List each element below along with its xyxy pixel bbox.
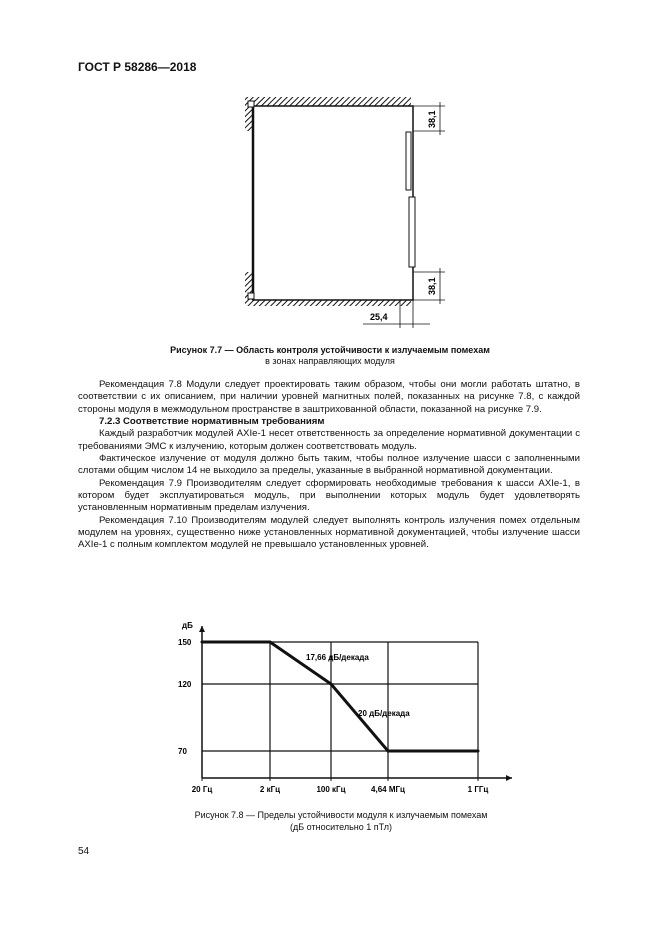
- figure-7-8-caption: [160, 810, 522, 833]
- y-tick-label: 70: [178, 747, 187, 756]
- x-tick-label: 2 кГц: [259, 785, 281, 794]
- annotation-slope-1: 17,66 дБ/декада: [306, 653, 369, 662]
- dimension-bottom: 38,1: [427, 277, 437, 295]
- series-point: [201, 641, 204, 644]
- series-point: [330, 683, 333, 686]
- figure-7-8-caption-line1: Рисунок 7.8 — Пределы устойчивости модуля к излучаемым помехам: [194, 810, 488, 820]
- x-tick-label: 20 Гц: [191, 785, 213, 794]
- page-number: 54: [78, 846, 90, 857]
- x-tick-label: 4,64 МГц: [371, 785, 405, 794]
- paragraph: Фактическое излучение от модуля должно быть таким, чтобы полное излучение шасси с заполненными слотами общим числом 14 не выходило за пределы, указанные в выбранной нормативной документации.: [78, 453, 580, 477]
- figure-7-7-drawing: [235, 92, 450, 334]
- series-point: [269, 641, 272, 644]
- series-point: [477, 750, 480, 753]
- dimension-width: 25,4: [370, 312, 388, 322]
- paragraph: Рекомендация 7.9 Производителям следует сформировать необходимые требования к шасси AXIe-1, в котором будет эксплуатироваться модуль, при выполнении которых модуль будет удовлетворять установленным нормативным пределам излучения.: [78, 477, 580, 514]
- body-text: [78, 379, 580, 552]
- subsection-heading: 7.2.3 Соответствие нормативным требованиям: [99, 416, 325, 428]
- dimension-top: 38,1: [427, 110, 437, 128]
- x-tick-label: 1 ГГц: [467, 785, 489, 794]
- annotation-slope-2: 20 дБ/декада: [358, 709, 410, 718]
- paragraph: Рекомендация 7.8 Модули следует проектировать таким образом, чтобы они могли работать штатно, в соответствии с их описанием, при наличии уровней магнитных полей, показанных на рисунке 7.8, с каждой стороны модуля в межмодульном пространстве в заштрихованной области, показанной на рисунке 7.9.: [78, 379, 580, 415]
- figure-7-7-caption: [80, 345, 580, 367]
- y-axis-label: дБ: [182, 621, 193, 630]
- paragraph: Рекомендация 7.10 Производителям модулей следует выполнять контроль излучения помех отдельным модулем на уровнях, существенно ниже установленных нормативной документацией, чтобы излучение шасси AXIe-1 с полным комплектом модулей не превышало установленных уровней.: [78, 514, 580, 551]
- figure-7-8-chart: [160, 618, 520, 800]
- series-point: [387, 750, 390, 753]
- figure-7-7-caption-sub: в зонах направляющих модуля: [265, 356, 395, 366]
- paragraph: Каждый разработчик модулей AXIe-1 несет ответственность за определение нормативной документации с требованиями ЭМС к излучению, которым должен соответствовать модуль.: [78, 428, 580, 452]
- x-axis-arrow: [506, 775, 512, 781]
- y-axis-arrow: [199, 626, 205, 632]
- x-tick-label: 100 кГц: [316, 785, 346, 794]
- figure-7-7-caption-title: Рисунок 7.7 — Область контроля устойчивости к излучаемым помехам: [170, 345, 490, 355]
- y-tick-label: 120: [178, 680, 192, 689]
- document-header: ГОСТ Р 58286—2018: [78, 60, 197, 74]
- y-tick-label: 150: [178, 638, 192, 647]
- module-outline: [253, 106, 413, 300]
- figure-7-8-caption-line2: (дБ относительно 1 пТл): [290, 821, 392, 832]
